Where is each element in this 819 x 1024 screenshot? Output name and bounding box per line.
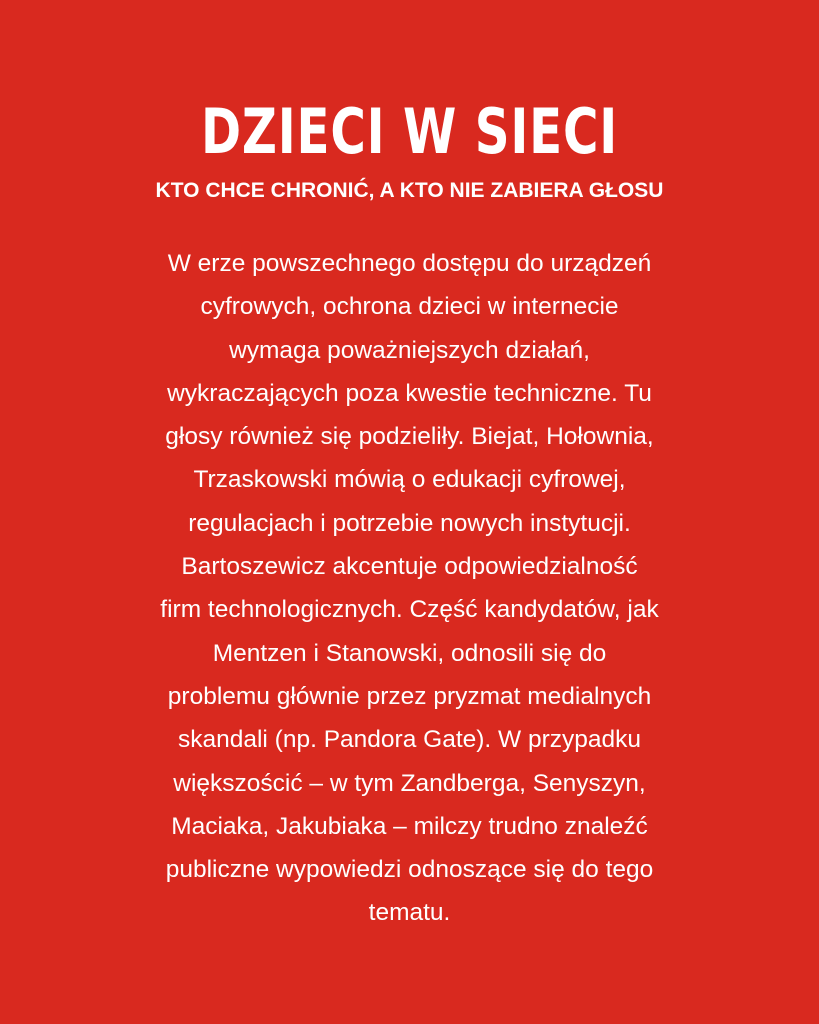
body-line: Maciaka, Jakubiaka – milczy trudno znaleźć [171, 812, 648, 840]
body-line: cyfrowych, ochrona dzieci w internecie [200, 293, 619, 321]
page-title: DZIECI W SIECI [200, 95, 619, 168]
body-line: wymaga poważniejszych działań, [229, 336, 590, 364]
body-paragraph [60, 242, 759, 935]
body-line: wykraczających poza kwestie techniczne. Tu [167, 379, 652, 407]
page-subtitle: KTO CHCE CHRONIĆ, A KTO NIE ZABIERA GŁOSU [155, 179, 664, 202]
body-line: Mentzen i Stanowski, odnosili się do [212, 639, 607, 667]
body-line: skandali (np. Pandora Gate). W przypadku [177, 726, 641, 754]
body-line: publiczne wypowiedzi odnoszące się do tego [165, 856, 654, 884]
body-line: Trzaskowski mówią o edukacji cyfrowej, [193, 466, 626, 494]
body-line: większościć – w tym Zandberga, Senyszyn, [173, 769, 646, 797]
body-line: Bartoszewicz akcentuje odpowiedzialność [181, 553, 638, 581]
body-line: problemu głównie przez pryzmat medialnych [167, 682, 652, 710]
body-line: firm technologicznych. Część kandydatów, jak [160, 596, 659, 624]
body-line: głosy również się podzieliły. Biejat, Hołownia, [165, 423, 654, 451]
body-line: W erze powszechnego dostępu do urządzeń [167, 250, 652, 277]
body-line: tematu. [368, 899, 451, 927]
body-line: regulacjach i potrzebie nowych instytucji. [188, 509, 631, 537]
